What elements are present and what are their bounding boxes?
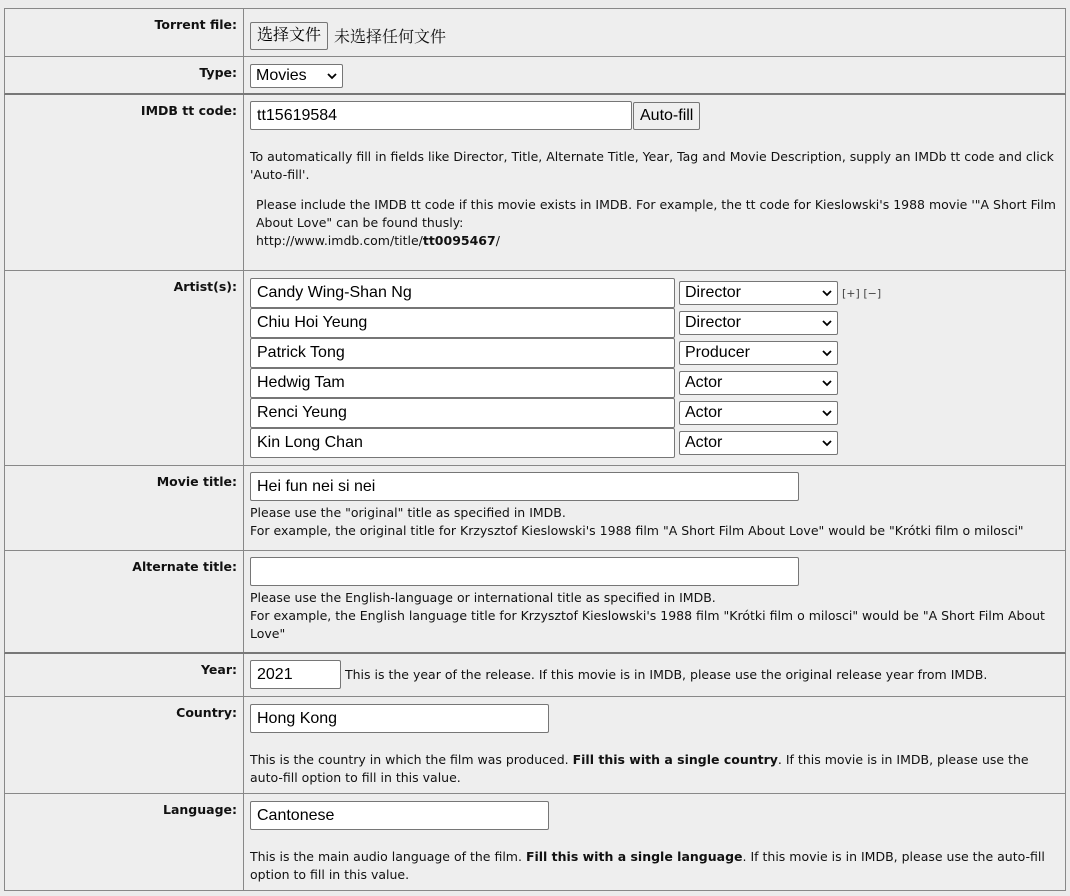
file-status-text: 未选择任何文件 <box>334 27 447 46</box>
alternate-title-label: Alternate title: <box>5 551 244 652</box>
imdb-help-text: To automatically fill in fields like Director, Title, Alternate Title, Year, Tag and Movie Description, supply an IMDb tt code and click 'Auto-fill'. <box>250 149 1054 182</box>
year-row <box>4 654 1066 697</box>
alternate-title-example: For example, the English language title for Krzysztof Kieslowski's 1988 film "Krótki film o milosci" would be "A Short Film About Love" <box>250 608 1045 641</box>
imdb-example-url: http://www.imdb.com/title/tt0095467/ <box>256 233 500 248</box>
artist-role-select[interactable]: Actor <box>679 431 838 455</box>
artist-name-input[interactable]: Renci Yeung <box>250 398 675 428</box>
language-input[interactable]: Cantonese <box>250 801 549 830</box>
type-select[interactable] <box>250 64 343 88</box>
country-input[interactable]: Hong Kong <box>250 704 549 733</box>
type-label: Type: <box>5 57 244 93</box>
movie-title-label: Movie title: <box>5 466 244 550</box>
artists-label: Artist(s): <box>5 271 244 465</box>
artist-role-select[interactable]: Actor <box>679 371 838 395</box>
year-input[interactable]: 2021 <box>250 660 341 689</box>
artist-row <box>250 398 1059 428</box>
torrent-file-label: Torrent file: <box>5 9 244 56</box>
movie-title-row <box>4 466 1066 551</box>
imdb-label: IMDB tt code: <box>5 95 244 270</box>
type-row <box>4 57 1066 95</box>
country-help: This is the country in which the film was produced. Fill this with a single country. If this movie is in IMDB, please use the auto-fill option to fill in this value. <box>250 752 1029 785</box>
artist-role-select[interactable]: Producer <box>679 341 838 365</box>
chevron-down-icon <box>821 407 833 419</box>
movie-title-example: For example, the original title for Krzysztof Kieslowski's 1988 film "A Short Film About Love" would be "Krótki film o milosci" <box>250 523 1024 538</box>
choose-file-button[interactable]: 选择文件 <box>250 22 328 50</box>
year-label: Year: <box>5 654 244 696</box>
alternate-title-row <box>4 551 1066 654</box>
movie-title-help: Please use the "original" title as specified in IMDB. <box>250 505 566 520</box>
chevron-down-icon <box>326 70 338 82</box>
chevron-down-icon <box>821 317 833 329</box>
year-help: This is the year of the release. If this movie is in IMDB, please use the original release year from IMDB. <box>345 666 988 682</box>
artist-name-input[interactable]: Kin Long Chan <box>250 428 675 458</box>
artists-row <box>4 271 1066 466</box>
imdb-example-text: Please include the IMDB tt code if this movie exists in IMDB. For example, the tt code for Kieslowski's 1988 movie '"A Short Film About Love" can be found thusly: <box>256 197 1056 230</box>
movie-title-input[interactable]: Hei fun nei si nei <box>250 472 799 501</box>
artist-row <box>250 368 1059 398</box>
auto-fill-button[interactable]: Auto-fill <box>633 102 700 130</box>
imdb-code-input[interactable]: tt15619584 <box>250 101 632 130</box>
type-select-value: Movies <box>256 67 307 84</box>
artist-name-input[interactable]: Hedwig Tam <box>250 368 675 398</box>
alternate-title-input[interactable] <box>250 557 799 586</box>
remove-artist-button[interactable]: [−] <box>863 286 882 300</box>
torrent-file-row <box>4 9 1066 57</box>
artist-list <box>244 271 1065 465</box>
artist-role-select[interactable]: Director <box>679 311 838 335</box>
chevron-down-icon <box>821 347 833 359</box>
language-row <box>4 794 1066 891</box>
imdb-row <box>4 95 1066 271</box>
artist-row <box>250 308 1059 338</box>
artist-name-input[interactable]: Candy Wing-Shan Ng <box>250 278 675 308</box>
artist-row <box>250 428 1059 458</box>
artist-name-input[interactable]: Chiu Hoi Yeung <box>250 308 675 338</box>
language-help: This is the main audio language of the film. Fill this with a single language. If this movie is in IMDB, please use the auto-fill option to fill in this value. <box>250 849 1045 882</box>
artist-row <box>250 278 1059 308</box>
country-row <box>4 697 1066 794</box>
artist-row <box>250 338 1059 368</box>
artist-name-input[interactable]: Patrick Tong <box>250 338 675 368</box>
upload-form <box>4 8 1066 891</box>
chevron-down-icon <box>821 287 833 299</box>
add-artist-button[interactable]: [+] <box>842 286 860 300</box>
alternate-title-help: Please use the English-language or international title as specified in IMDB. <box>250 590 716 605</box>
country-label: Country: <box>5 697 244 793</box>
artist-role-select[interactable]: Director <box>679 281 838 305</box>
language-label: Language: <box>5 794 244 890</box>
artist-role-select[interactable]: Actor <box>679 401 838 425</box>
chevron-down-icon <box>821 437 833 449</box>
chevron-down-icon <box>821 377 833 389</box>
